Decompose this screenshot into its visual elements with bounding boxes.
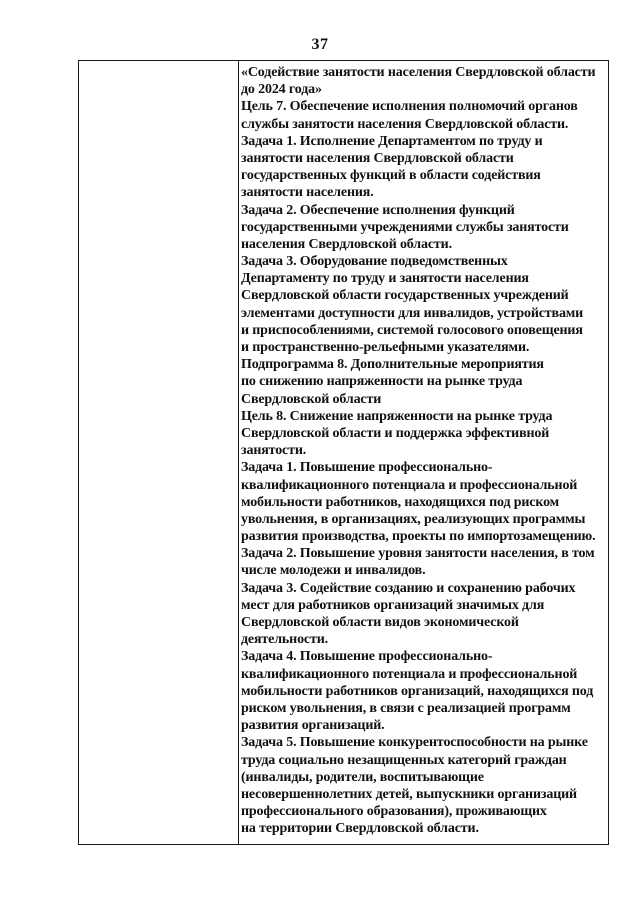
content-line: по снижению напряженности на рынке труда [241, 374, 523, 390]
content-line: Задача 2. Обеспечение исполнения функций [241, 202, 515, 218]
content-line: занятости населения. [241, 185, 374, 201]
table-right-column [241, 64, 607, 837]
content-line: элементами доступности для инвалидов, устройствами [241, 305, 584, 321]
table-left-column [79, 61, 239, 844]
content-line: государственных функций в области содействия [241, 168, 541, 184]
content-line: службы занятости населения Свердловской области. [241, 116, 569, 132]
content-line: Задача 1. Исполнение Департаментом по труду и [241, 133, 543, 149]
content-line: Цель 8. Снижение напряженности на рынке труда [241, 408, 553, 424]
content-line: Свердловской области видов экономической [241, 615, 519, 630]
content-line: Задача 1. Повышение профессионально- [241, 460, 493, 476]
content-line: развития производства, проекты по импортозамещению. [241, 529, 596, 545]
content-line: до 2024 года» [241, 82, 322, 98]
content-line: квалификационного потенциала и профессиональной [241, 666, 578, 682]
content-line: числе молодежи и инвалидов. [241, 563, 426, 579]
content-line: Свердловской области [241, 391, 382, 407]
content-line: мобильности работников, находящихся под риском [241, 494, 560, 510]
content-line: мест для работников организаций значимых для [241, 597, 545, 613]
content-line: Задача 4. Повышение профессионально- [241, 649, 493, 665]
content-line: и пространственно-рельефными указателями. [241, 340, 530, 355]
content-line: труда социально незащищенных категорий граждан [241, 752, 567, 768]
content-line: занятости населения Свердловской области [241, 150, 514, 166]
content-line: квалификационного потенциала и профессиональной [241, 477, 578, 493]
content-line: мобильности работников организаций, находящихся под [241, 683, 594, 699]
content-line: занятости. [241, 443, 307, 459]
content-line: увольнения, в организациях, реализующих программы [241, 511, 586, 527]
content-line: развития организаций. [241, 718, 385, 734]
content-line: Задача 2. Повышение уровня занятости населения, в том [241, 546, 595, 562]
content-line: риском увольнения, в связи с реализацией программ [241, 700, 571, 716]
content-line: «Содействие занятости населения Свердловской области [241, 65, 596, 80]
content-line: населения Свердловской области. [241, 236, 452, 252]
content-line: государственными учреждениями службы занятости [241, 219, 569, 235]
content-line: Свердловской области государственных учреждений [241, 288, 569, 304]
content-line: Задача 5. Повышение конкурентоспособности на рынке [241, 735, 588, 751]
content-line: Департаменту по труду и занятости населения [241, 271, 529, 287]
content-line: Цель 7. Обеспечение исполнения полномочий органов [241, 99, 578, 115]
content-line: (инвалиды, родители, воспитывающие [241, 769, 484, 785]
content-line: несовершеннолетних детей, выпускники организаций [241, 786, 577, 802]
content-line: деятельности. [241, 632, 328, 648]
content-line: профессионального образования), проживающих [241, 804, 547, 820]
content-line: Задача 3. Оборудование подведомственных [241, 254, 508, 270]
content-line: Свердловской области и поддержка эффективной [241, 425, 550, 441]
content-line: Подпрограмма 8. Дополнительные мероприятия [241, 357, 544, 373]
document-table [78, 60, 609, 845]
content-line: на территории Свердловской области. [241, 821, 479, 837]
content-line: Задача 3. Содействие созданию и сохранению рабочих [241, 580, 576, 596]
page-number: 37 [311, 36, 329, 53]
content-line: и приспособлениями, системой голосового оповещения [241, 322, 583, 338]
